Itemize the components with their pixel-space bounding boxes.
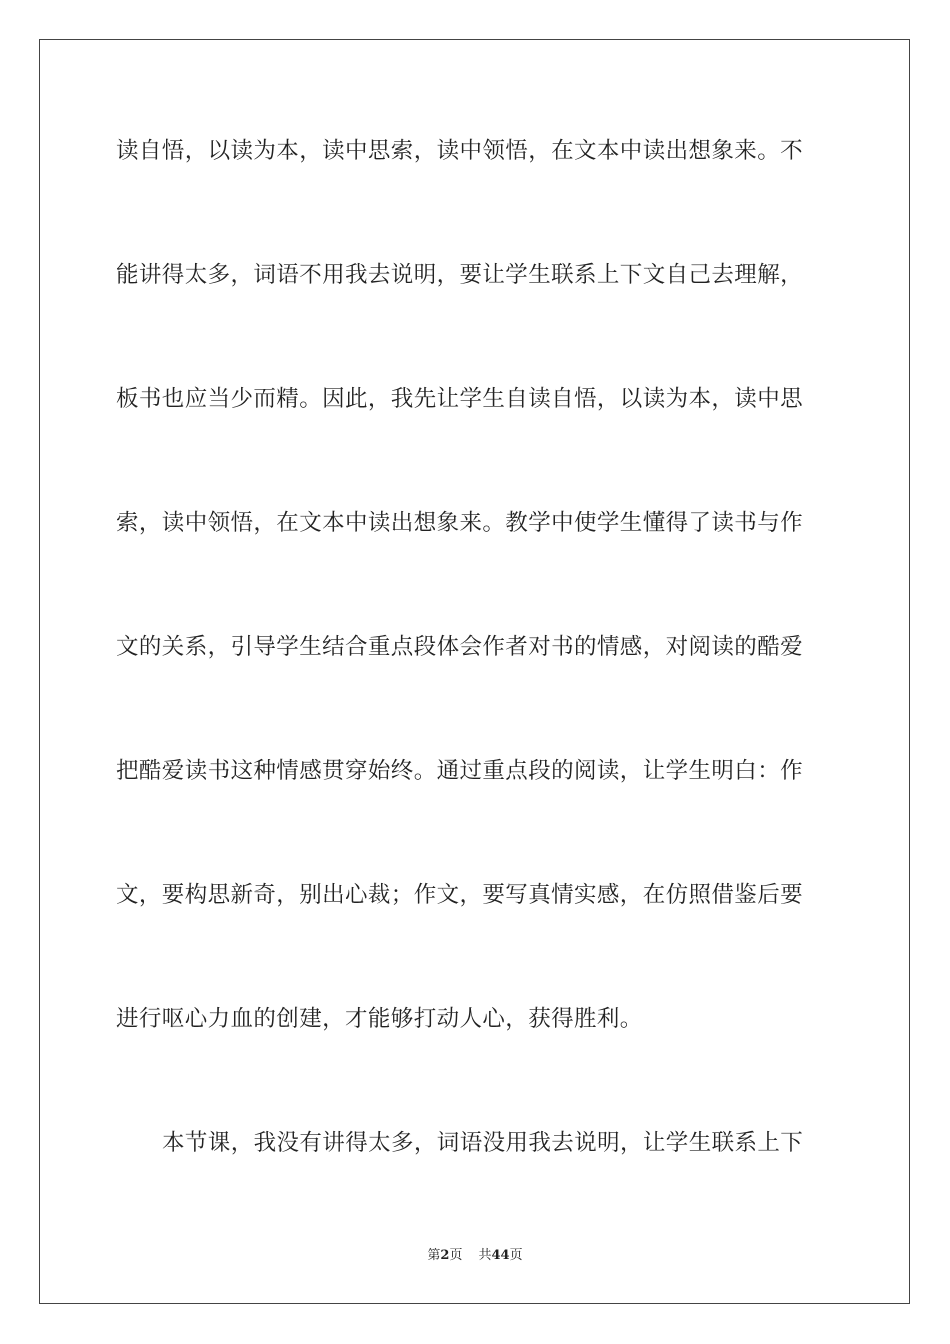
text-line: 文，要构思新奇，别出心裁；作文，要写真情实感，在仿照借鉴后要 <box>116 882 804 908</box>
page-total: 共44页 <box>478 1248 523 1263</box>
text-line: 把酷爱读书这种情感贯穿始终。通过重点段的阅读，让学生明白：作 <box>116 758 804 784</box>
text-line: 索，读中领悟，在文本中读出想象来。教学中使学生懂得了读书与作 <box>116 510 804 536</box>
page-border <box>39 39 910 1304</box>
text-line: 能讲得太多，词语不用我去说明，要让学生联系上下文自己去理解， <box>116 262 804 288</box>
page-number: 第2页 <box>427 1248 463 1263</box>
text-line: 板书也应当少而精。因此，我先让学生自读自悟，以读为本，读中思 <box>116 386 804 412</box>
paragraph-first-line: 本节课，我没有讲得太多，词语没用我去说明，让学生联系上下 <box>162 1130 804 1156</box>
page-footer <box>0 1247 950 1265</box>
text-line: 读自悟，以读为本，读中思索，读中领悟，在文本中读出想象来。不 <box>116 138 804 164</box>
text-line: 进行呕心力血的创建，才能够打动人心，获得胜利。 <box>116 1006 643 1032</box>
text-line: 文的关系，引导学生结合重点段体会作者对书的情感，对阅读的酷爱 <box>116 634 804 660</box>
